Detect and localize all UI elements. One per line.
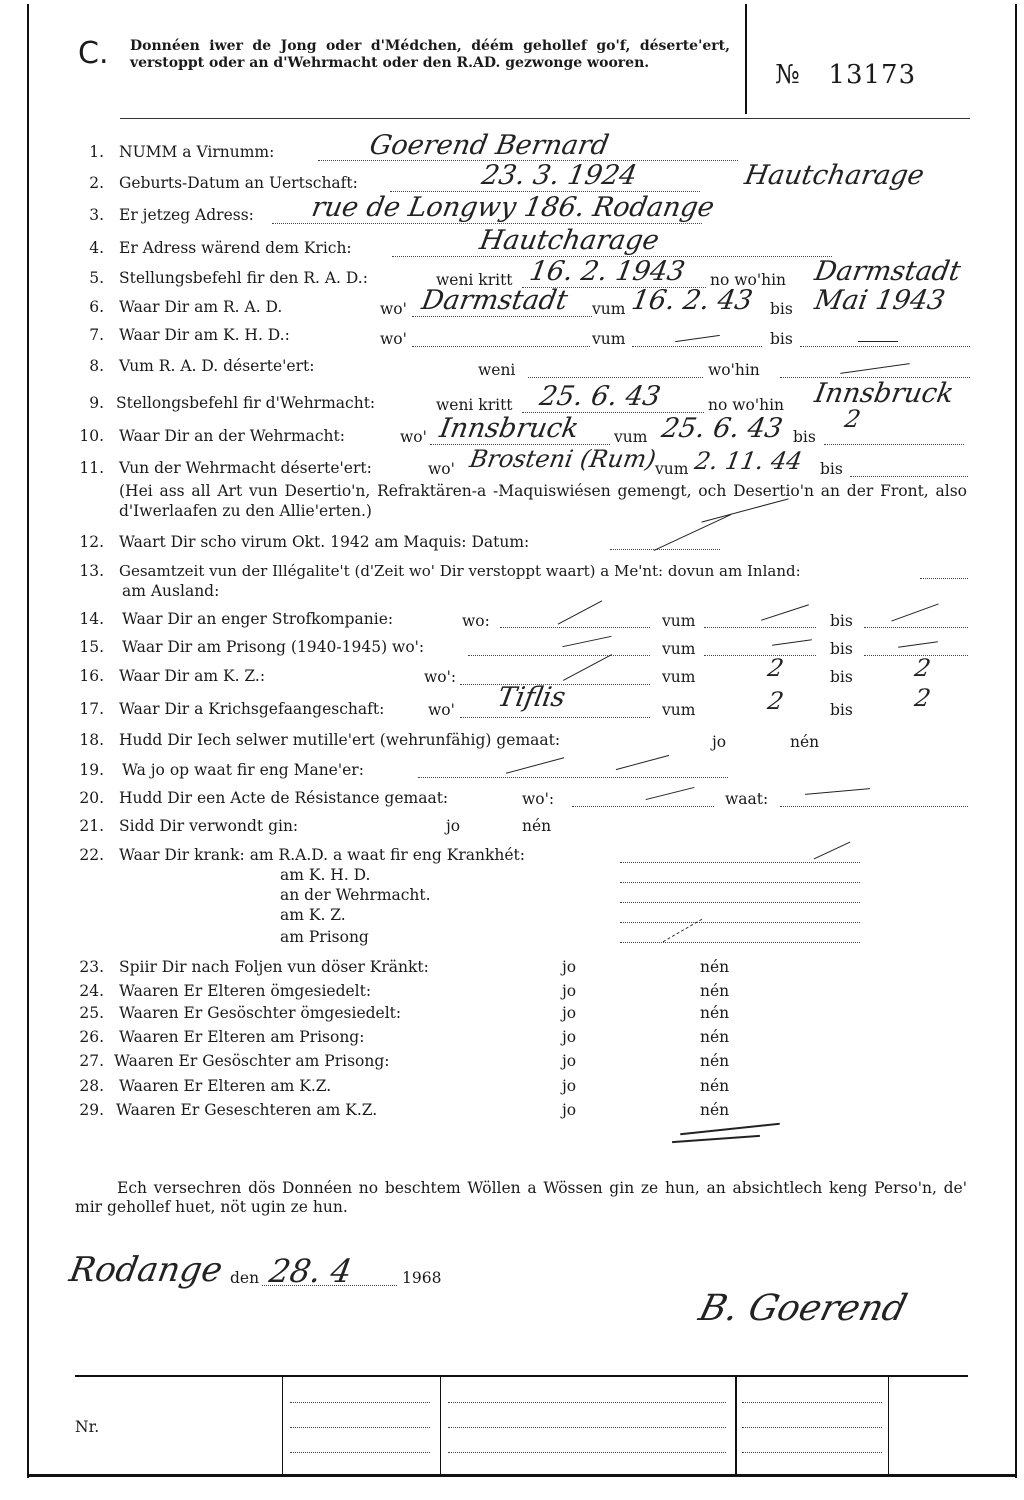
item-16-wo-label: wo': — [424, 668, 457, 686]
frame-left-border — [27, 4, 29, 1478]
signature-place: Rodange — [66, 1250, 226, 1290]
item-13-number: 13. — [79, 562, 104, 580]
signature: B. Goerend — [694, 1288, 911, 1329]
frame-bottom-border — [27, 1474, 1017, 1477]
item-28-jo: jo — [562, 1077, 577, 1095]
item-17-vum-label: vum — [662, 701, 696, 719]
item-10-number: 10. — [79, 427, 104, 445]
item-10-vum: 25. 6. 43 — [659, 413, 785, 444]
item-17-wo-line — [460, 717, 650, 718]
footer-dots-7 — [742, 1402, 882, 1403]
item-8-label: Vum R. A. D. déserte'ert: — [119, 357, 315, 375]
item-22-line-4 — [620, 922, 860, 923]
item-7-wo-line — [412, 346, 590, 347]
item-17-bis-label: bis — [830, 701, 853, 719]
item-21-number: 21. — [79, 817, 104, 835]
item-8-weni-line — [528, 377, 703, 378]
item-24-number: 24. — [79, 982, 104, 1000]
item-8-number: 8. — [89, 357, 104, 375]
item-6-vum-label: vum — [592, 300, 626, 318]
footer-dots-9 — [742, 1452, 882, 1453]
item-16-bis: 2 — [912, 654, 933, 682]
item-7-label: Waar Dir am K. H. D.: — [119, 326, 290, 344]
item-15-vum-line — [704, 655, 816, 656]
item-16-number: 16. — [79, 667, 104, 685]
item-22-line-5 — [620, 942, 860, 943]
item-12-label: Waart Dir scho virum Okt. 1942 am Maquis: Datum: — [119, 533, 530, 551]
item-16-wo-dash — [563, 654, 612, 681]
item-13-label: Gesamtzeit vun der Illégalite't (d'Zeit wo' Dir verstoppt waart) a Me'nt: dovun am Inland: — [119, 562, 801, 580]
item-14-wo-dash — [558, 600, 603, 624]
item-6-number: 6. — [89, 298, 104, 316]
item-8-weni-label: weni — [478, 361, 516, 379]
item-14-wo-label: wo: — [462, 612, 490, 630]
header-divider — [745, 4, 747, 114]
item-3-label: Er jetzeg Adress: — [119, 206, 254, 224]
item-12-line — [610, 549, 720, 550]
item-23-number: 23. — [79, 958, 104, 976]
frame-right-border — [1015, 4, 1017, 1478]
item-11-bis-line — [850, 476, 968, 477]
item-24-nen: nén — [700, 982, 730, 1000]
item-16-bis-label: bis — [830, 668, 853, 686]
item-19-number: 19. — [79, 761, 104, 779]
item-19-dash-b — [616, 755, 669, 770]
item-1-number: 1. — [89, 143, 104, 161]
item-10-wo: Innsbruck — [437, 413, 582, 444]
item-5-where-label: no wo'hin — [710, 271, 787, 289]
item-29-label: Waaren Er Geseschteren am K.Z. — [116, 1101, 378, 1119]
footer-dots-1 — [290, 1402, 430, 1403]
signature-date: 28. 4 — [266, 1252, 355, 1290]
item-14-label: Waar Dir an enger Strofkompanie: — [122, 610, 394, 628]
item-14-bis-label: bis — [830, 612, 853, 630]
item-10-label: Waar Dir an der Wehrmacht: — [119, 427, 345, 445]
item-17-label: Waar Dir a Krichsgefaangeschaft: — [119, 700, 385, 718]
item-18-jo: jo — [712, 733, 727, 751]
item-18-label: Hudd Dir Iech selwer mutille'ert (wehrunfähig) gemaat: — [119, 731, 561, 749]
footer-col-divider-1 — [282, 1377, 283, 1474]
item-2-number: 2. — [89, 174, 104, 192]
item-2-place: Hautcharage — [742, 160, 927, 191]
number-sign: № — [775, 60, 801, 90]
item-14-bis-dash — [891, 603, 938, 621]
item-7-bis-label: bis — [770, 330, 793, 348]
footer-dots-5 — [448, 1427, 726, 1428]
number-value: 13173 — [828, 60, 917, 90]
item-5-when-label: weni kritt — [436, 271, 513, 289]
item-4-value: Hautcharage — [477, 225, 662, 256]
item-15-vum-dash — [772, 639, 812, 646]
item-10-wo-label: wo' — [400, 428, 427, 446]
item-20-wo-dash — [646, 787, 695, 800]
item-11-number: 11. — [79, 459, 104, 477]
item-24-label: Waaren Er Elteren ömgesiedelt: — [119, 982, 372, 1000]
item-15-label: Waar Dir am Prisong (1940-1945) wo': — [122, 638, 425, 656]
item-22-line-3 — [620, 902, 860, 903]
item-18-number: 18. — [79, 731, 104, 749]
item-6-wo-label: wo' — [380, 300, 407, 318]
item-10-vum-label: vum — [614, 428, 648, 446]
item-14-vum-dash — [761, 604, 809, 620]
item-21-jo: jo — [446, 817, 461, 835]
item-11-vum-label: vum — [655, 460, 689, 478]
item-4-label: Er Adress wärend dem Krich: — [119, 239, 352, 257]
item-22-line-1 — [620, 862, 860, 863]
signature-year: 1968 — [402, 1269, 442, 1287]
item-9-when: 25. 6. 43 — [537, 381, 663, 412]
item-14-vum-label: vum — [662, 612, 696, 630]
item-29-number: 29. — [79, 1101, 104, 1119]
item-3-number: 3. — [89, 206, 104, 224]
item-27-number: 27. — [79, 1052, 104, 1070]
item-15-wo-line — [468, 655, 650, 656]
item-21-label: Sidd Dir verwondt gin: — [119, 817, 299, 835]
item-20-wo-line — [572, 806, 714, 807]
item-2-label: Geburts-Datum an Uertschaft: — [119, 174, 358, 192]
item-4-number: 4. — [89, 239, 104, 257]
item-22-label: Waar Dir krank: am R.A.D. a waat fir eng Krankhét: — [119, 846, 525, 864]
declaration-text: Ech versechren dös Donnéen no beschtem Wöllen a Wössen gin ze hun, an absichtlech keng Perso'n, de' mir gehollef huet, nöt ugin ze hun. — [75, 1179, 967, 1216]
item-29-jo: jo — [562, 1101, 577, 1119]
item-26-label: Waaren Er Elteren am Prisong: — [119, 1028, 365, 1046]
item-5-when: 16. 2. 1943 — [527, 256, 688, 287]
item-19-label: Wa jo op waat fir eng Mane'er: — [122, 761, 364, 779]
footer-dots-6 — [448, 1452, 726, 1453]
item-11-label: Vun der Wehrmacht déserte'ert: — [119, 459, 372, 477]
item-22-line-2 — [620, 882, 860, 883]
item-12-number: 12. — [79, 533, 104, 551]
item-23-jo: jo — [562, 958, 577, 976]
item-13-inland-line — [920, 578, 968, 579]
item-6-wo-line — [412, 316, 592, 317]
item-8-wohin-dash — [840, 363, 909, 374]
item-7-wo-label: wo' — [380, 330, 407, 348]
item-27-nen: nén — [700, 1052, 730, 1070]
item-6-vum: 16. 2. 43 — [629, 285, 755, 316]
item-3-line — [272, 223, 702, 224]
item-15-vum-label: vum — [662, 640, 696, 658]
item-7-vum-label: vum — [592, 330, 626, 348]
item-22-dash — [814, 842, 851, 860]
item-16-vum-label: vum — [662, 668, 696, 686]
item-20-label: Hudd Dir een Acte de Résistance gemaat: — [119, 789, 449, 807]
item-17-bis: 2 — [912, 684, 933, 712]
footer-dots-4 — [448, 1402, 726, 1403]
item-11-wo-label: wo' — [428, 460, 455, 478]
item-10-bis-label: bis — [793, 428, 816, 446]
item-17-vum: 2 — [765, 687, 786, 715]
form-number — [775, 60, 916, 90]
item-26-number: 26. — [79, 1028, 104, 1046]
item-28-number: 28. — [79, 1077, 104, 1095]
item-27-label: Waaren Er Gesöschter am Prisong: — [114, 1052, 390, 1070]
item-11-bis-label: bis — [820, 460, 843, 478]
item-22-number: 22. — [79, 846, 104, 864]
closing-stroke-a — [680, 1123, 780, 1135]
item-26-jo: jo — [562, 1028, 577, 1046]
section-letter: C. — [78, 36, 109, 71]
item-24-jo: jo — [562, 982, 577, 1000]
item-22-sub4: am Prisong — [280, 928, 369, 946]
item-10-bis-line — [824, 444, 964, 445]
item-6-label: Waar Dir am R. A. D. — [119, 298, 283, 316]
item-14-bis-line — [864, 627, 968, 628]
item-8-wohin-label: wo'hin — [708, 361, 760, 379]
item-7-number: 7. — [89, 326, 104, 344]
footer-table-top — [75, 1375, 968, 1377]
item-9-when-label: weni kritt — [436, 396, 513, 414]
item-10-bis: 2 — [842, 405, 863, 433]
item-1-label: NUMM a Virnumm: — [119, 143, 275, 161]
item-16-vum: 2 — [765, 654, 786, 682]
form-title: Donnéen iwer de Jong oder d'Médchen, déém gehollef go'f, déserte'ert, verstoppt oder an d'Wehrmacht oder den R.AD. gezwonge wooren. — [130, 38, 730, 71]
item-28-nen: nén — [700, 1077, 730, 1095]
item-23-label: Spiir Dir nach Foljen vun döser Kränkt: — [119, 958, 429, 976]
item-6-bis-label: bis — [770, 300, 793, 318]
item-9-label: Stellongsbefehl fir d'Wehrmacht: — [116, 394, 376, 412]
item-5-number: 5. — [89, 269, 104, 287]
item-15-wo-dash — [562, 636, 611, 647]
item-5-label: Stellungsbefehl fir den R. A. D.: — [119, 269, 368, 287]
item-11-wo: Brosteni (Rum) — [467, 445, 658, 473]
item-9-number: 9. — [89, 394, 104, 412]
item-5-where: Darmstadt — [812, 256, 963, 287]
item-16-label: Waar Dir am K. Z.: — [119, 667, 266, 685]
item-25-label: Waaren Er Gesöschter ömgesiedelt: — [119, 1004, 402, 1022]
item-9-where: Innsbruck — [812, 378, 957, 409]
item-18-nen: nén — [790, 733, 820, 751]
item-25-number: 25. — [79, 1004, 104, 1022]
item-19-line — [418, 777, 728, 778]
item-11-note: (Hei ass all Art vun Desertio'n, Refraktären-a -Maquiswiésen gemengt, och Desertio'n an der Front, also d'Iwerlaafen zu den Allie'erten.) — [119, 482, 967, 520]
item-23-nen: nén — [700, 958, 730, 976]
item-6-bis: Mai 1943 — [812, 285, 948, 316]
item-20-waat-label: waat: — [725, 790, 769, 808]
item-27-jo: jo — [562, 1052, 577, 1070]
item-7-vum-line — [632, 346, 762, 347]
item-22-sub2: an der Wehrmacht. — [280, 886, 431, 904]
item-2-date: 23. 3. 1924 — [479, 160, 640, 191]
item-7-vum-dash — [675, 335, 720, 342]
item-6-wo: Darmstadt — [419, 285, 570, 316]
footer-col-divider-3 — [735, 1377, 737, 1474]
item-17-wo-label: wo' — [428, 701, 455, 719]
item-19-dash-a — [506, 757, 564, 773]
item-1-value: Goerend Bernard — [367, 130, 612, 161]
item-21-nen: nén — [522, 817, 552, 835]
item-14-number: 14. — [79, 610, 104, 628]
item-15-bis-dash — [898, 641, 938, 648]
item-7-bis-line — [800, 346, 970, 347]
item-28-label: Waaren Er Elteren am K.Z. — [119, 1077, 332, 1095]
footer-col-divider-4 — [888, 1377, 889, 1474]
footer-dots-3 — [290, 1452, 430, 1453]
item-9-where-label: no wo'hin — [708, 396, 785, 414]
item-20-number: 20. — [79, 789, 104, 807]
item-15-number: 15. — [79, 638, 104, 656]
footer-dots-2 — [290, 1427, 430, 1428]
item-13-label2: am Ausland: — [122, 582, 220, 600]
footer-col-divider-2 — [440, 1377, 441, 1474]
item-20-waat-line — [780, 806, 968, 807]
footer-nr-label: Nr. — [75, 1418, 100, 1436]
item-26-nen: nén — [700, 1028, 730, 1046]
item-25-jo: jo — [562, 1004, 577, 1022]
closing-stroke-b — [672, 1135, 760, 1143]
item-25-nen: nén — [700, 1004, 730, 1022]
item-7-bis-dash — [858, 341, 898, 342]
item-14-wo-line — [500, 627, 650, 628]
item-3-value: rue de Longwy 186. Rodange — [309, 192, 717, 223]
item-14-vum-line — [704, 627, 816, 628]
footer-dots-8 — [742, 1427, 882, 1428]
item-29-nen: nén — [700, 1101, 730, 1119]
item-22-sub1: am K. H. D. — [280, 866, 371, 884]
item-22-sub3: am K. Z. — [280, 906, 346, 924]
item-20-waat-dash — [805, 788, 870, 795]
item-20-wo-label: wo': — [522, 790, 555, 808]
item-17-wo: Tiflis — [495, 682, 568, 713]
item-17-number: 17. — [79, 700, 104, 718]
item-15-bis-label: bis — [830, 640, 853, 658]
item-11-vum: 2. 11. 44 — [692, 447, 805, 475]
signature-den-label: den — [230, 1269, 260, 1287]
header-underline — [120, 118, 970, 119]
